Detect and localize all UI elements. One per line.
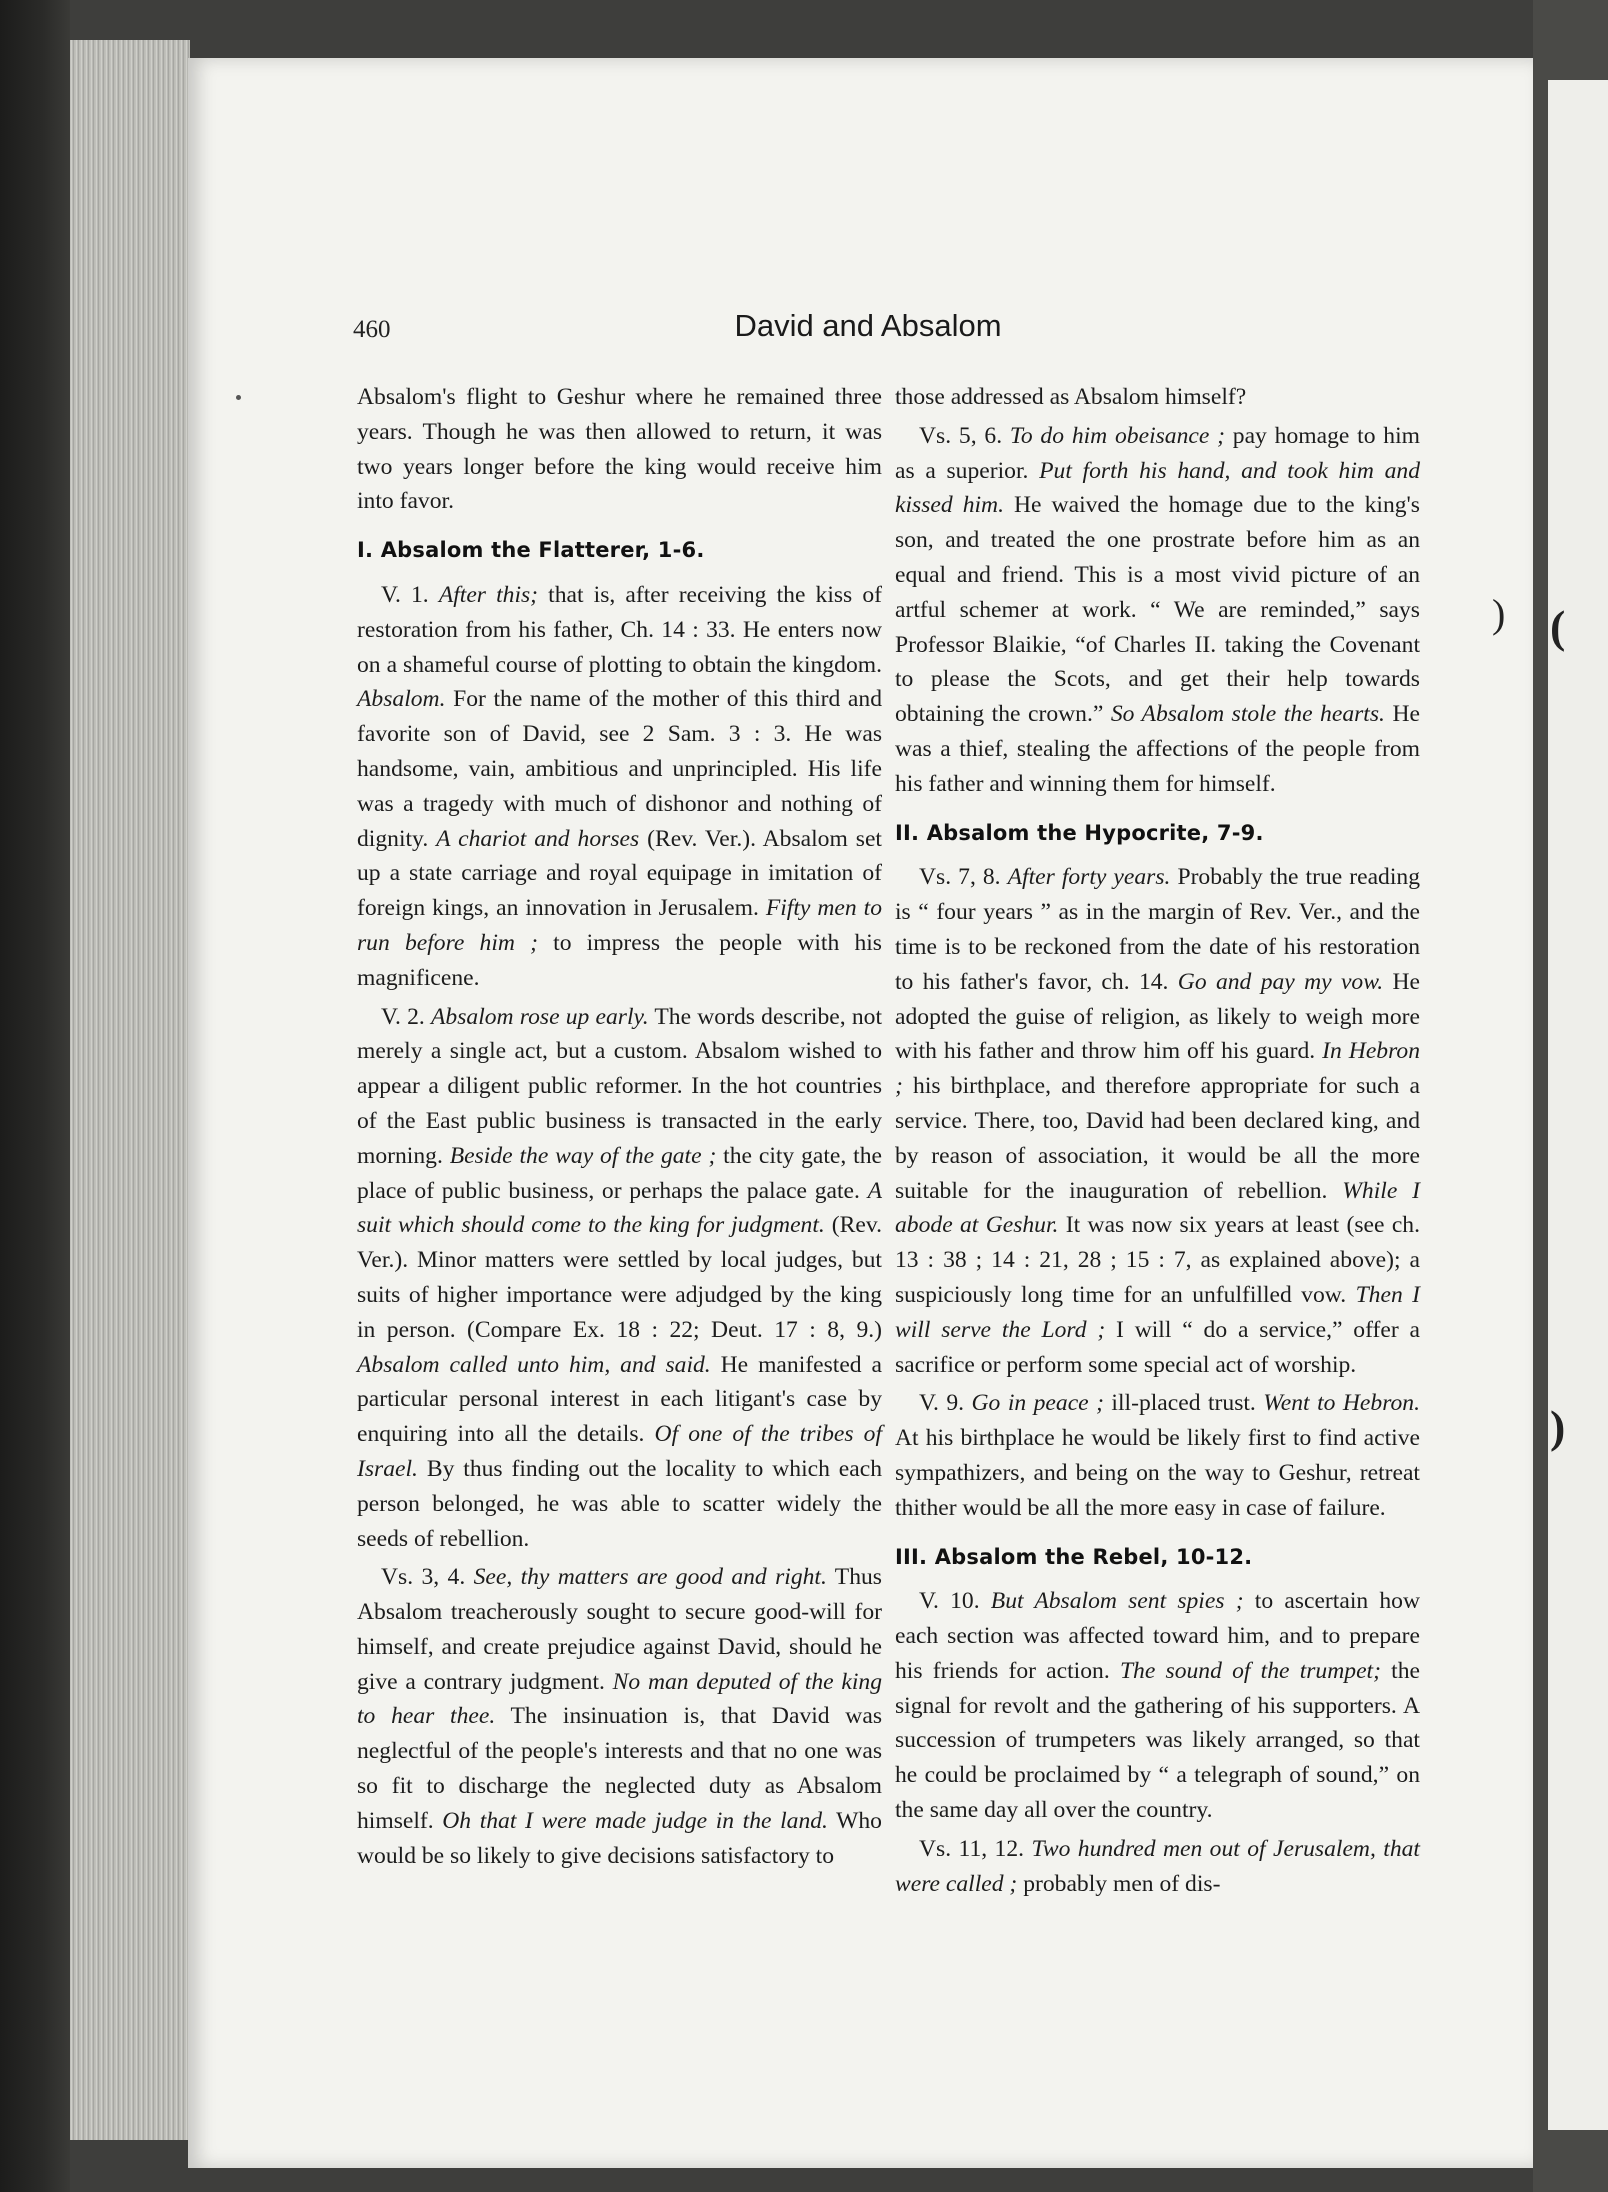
italic-run: Of one of the tribes of Israel. bbox=[357, 1421, 882, 1482]
italic-run: Oh that I were made judge in the land. bbox=[442, 1807, 828, 1834]
paragraph bbox=[895, 860, 1420, 1382]
paragraph bbox=[357, 578, 882, 996]
page-header bbox=[353, 308, 1383, 358]
italic-run: Beside the way of the gate ; bbox=[449, 1142, 717, 1169]
italic-run: But Absalom sent spies ; bbox=[990, 1588, 1244, 1615]
text-run: He was a thief, stealing the affections of the people from his father and winning them for himself. bbox=[895, 701, 1420, 797]
italic-run: Then I will serve the Lord ; bbox=[895, 1281, 1420, 1343]
paragraph bbox=[895, 380, 1420, 415]
text-run: ill-placed trust. bbox=[1103, 1390, 1264, 1417]
text-run: Vs. 11, 12. bbox=[919, 1835, 1032, 1862]
paragraph bbox=[357, 380, 882, 519]
text-run: Vs. 5, 6. bbox=[919, 422, 1010, 449]
italic-run: Put forth his hand, and took him and kissed him. bbox=[895, 457, 1420, 519]
page-edges bbox=[70, 40, 190, 2140]
text-run: V. 10. bbox=[919, 1588, 991, 1615]
text-run: pay homage to him as a superior. bbox=[895, 422, 1420, 484]
text-run: By thus finding out the locality to which each person belonged, he was able to scatter widely the seeds of rebellion. bbox=[357, 1455, 882, 1552]
text-run: V. 9. bbox=[919, 1390, 972, 1417]
paragraph bbox=[895, 1832, 1420, 1902]
text-run: He manifested a particular personal interest in each litigant's case by enquiring into all the details. bbox=[357, 1351, 882, 1448]
paragraph bbox=[895, 419, 1420, 802]
text-run: Absalom's flight to Geshur where he remained three years. Though he was then allowed to return, it was two years longer before the king would receive him into favor. bbox=[357, 384, 882, 515]
text-run: (Rev. Ver.). Absalom set up a state carriage and royal equipage in imitation of foreign kings, an innovation in Jerusalem. bbox=[357, 825, 882, 922]
text-run: He waived the homage due to the king's son, and treated the one prostrate before him as an equal and friend. This is a most vivid picture of an artful schemer at work. “ We are reminded,” says Professor Blaikie, “of Charles II. taking the Covenant to please the Scots, and get their help towards obtaining the crown.” bbox=[895, 492, 1420, 728]
text-run: Vs. 7, 8. bbox=[919, 864, 1008, 891]
text-run: He adopted the guise of religion, as likely to weigh more with his father and throw him off his guard. bbox=[895, 968, 1420, 1065]
italic-run: So Absalom stole the hearts. bbox=[1110, 701, 1385, 728]
text-run: those addressed as Absalom himself? bbox=[895, 384, 1247, 410]
text-run: V. 2. bbox=[381, 1003, 431, 1030]
text-run: The insinuation is, that David was neglectful of the people's interests and that no one was so fit to discharge the neglected duty as Absalom himself. bbox=[357, 1703, 883, 1834]
text-run: probably men of dis- bbox=[1017, 1870, 1221, 1897]
italic-run: See, thy matters are good and right. bbox=[473, 1564, 827, 1591]
text-run: At his birthplace he would be likely first to find active sympathizers, and being on the way to Geshur, retreat thither would be all the more easy in case of failure. bbox=[895, 1425, 1420, 1521]
page-number: 460 bbox=[353, 316, 391, 343]
margin-paren-mark: ) bbox=[1492, 591, 1506, 636]
italic-run: Absalom called unto him, and said. bbox=[357, 1351, 711, 1378]
text-run: to impress the people with his magnificene. bbox=[357, 929, 882, 991]
italic-run: A suit which should come to the king for judgment. bbox=[357, 1177, 882, 1239]
text-run: Who would be so likely to give decisions satisfactory to bbox=[357, 1807, 882, 1869]
text-run: to ascertain how each section was affected toward him, and to prepare his friends for action. bbox=[895, 1588, 1421, 1684]
text-run: that is, after receiving the kiss of restoration from his father, Ch. 14 : 33. He enters now on a shameful course of plotting to obtain the kingdom. bbox=[357, 581, 882, 678]
italic-run: Went to Hebron. bbox=[1263, 1390, 1420, 1417]
italic-run: Two hundred men out of Jerusalem, that were called ; bbox=[895, 1835, 1420, 1897]
text-run: Thus Absalom treacherously sought to secure good-will for himself, and create prejudice against David, should he give a contrary judgment. bbox=[357, 1564, 882, 1695]
paragraph bbox=[357, 1560, 882, 1873]
italic-run: The sound of the trumpet; bbox=[1119, 1657, 1381, 1684]
next-page-mark-1: ( bbox=[1550, 601, 1566, 652]
paragraph bbox=[357, 1000, 882, 1557]
italic-run: In Hebron ; bbox=[895, 1038, 1420, 1100]
italic-run: To do him obeisance ; bbox=[1009, 422, 1225, 449]
italic-run: A chariot and horses bbox=[436, 825, 640, 852]
italic-run: Absalom. bbox=[357, 686, 446, 713]
section-heading: III. Absalom the Rebel, 10-12. bbox=[895, 1544, 1253, 1569]
text-run: his birthplace, and therefore appropriate for such a service. There, too, David had been declared king, and by reason of association, it would be all the more suitable for the inauguration of rebellion. bbox=[895, 1073, 1420, 1204]
text-run: the signal for revolt and the gathering of his supporters. A succession of trumpeters was likely arranged, so that he could be proclaimed by “ a telegraph of sound,” on the same day all over the country. bbox=[895, 1657, 1420, 1824]
next-page-mark-2: ) bbox=[1550, 1401, 1566, 1452]
text-run: Vs. 3, 4. bbox=[381, 1564, 474, 1591]
italic-run: Absalom rose up early. bbox=[431, 1003, 649, 1030]
text-run: Probably the true reading is “ four years ” as in the margin of Rev. Ver., and the time is to be reckoned from the date of his restoration to his father's favor, ch. 14. bbox=[895, 864, 1420, 995]
text-run: (Rev. Ver.). Minor matters were settled by local judges, but suits of higher importance were adjudged by the king in person. (Compare Ex. 18 : 22; Deut. 17 : 8, 9.) bbox=[357, 1212, 882, 1343]
left-column bbox=[357, 380, 882, 1877]
text-run: For the name of the mother of this third and favorite son of David, see 2 Sam. 3 : 3. He was handsome, vain, ambitious and unprincipled. His life was a tragedy with much of dishonor and nothing of dignity. bbox=[357, 686, 882, 852]
right-column bbox=[895, 380, 1420, 1905]
paragraph bbox=[895, 1386, 1420, 1525]
text-run: the city gate, the place of public business, or perhaps the palace gate. bbox=[357, 1142, 882, 1204]
italic-run: After this; bbox=[438, 581, 539, 608]
italic-run: While I abode at Geshur. bbox=[895, 1177, 1420, 1239]
text-run: I will “ do a service,” offer a sacrifice or perform some special act of worship. bbox=[895, 1316, 1420, 1378]
italic-run: Go in peace ; bbox=[971, 1390, 1104, 1417]
paragraph bbox=[895, 1584, 1420, 1828]
running-title: David and Absalom bbox=[734, 308, 1002, 343]
text-run: V. 1. bbox=[381, 581, 439, 608]
text-run: It was now six years at least (see ch. 13 : 38 ; 14 : 21, 28 ; 15 : 7, as explained above); a suspiciously long time for an unfulfilled vow. bbox=[895, 1212, 1420, 1308]
section-heading: I. Absalom the Flatterer, 1-6. bbox=[357, 538, 705, 563]
italic-run: Fifty men to run before him ; bbox=[357, 895, 882, 956]
section-heading: II. Absalom the Hypocrite, 7-9. bbox=[895, 820, 1264, 845]
italic-run: Go and pay my vow. bbox=[1177, 968, 1384, 995]
book-spine-shadow bbox=[0, 0, 70, 2192]
next-page-sliver bbox=[1548, 80, 1608, 2130]
italic-run: No man deputed of the king to hear thee. bbox=[357, 1668, 882, 1730]
margin-dot bbox=[236, 395, 241, 400]
text-run: The words describe, not merely a single act, but a custom. Absalom wished to appear a diligent public reformer. In the hot countries of the East public business is transacted in the early morning. bbox=[357, 1003, 882, 1169]
italic-run: After forty years. bbox=[1007, 864, 1171, 891]
